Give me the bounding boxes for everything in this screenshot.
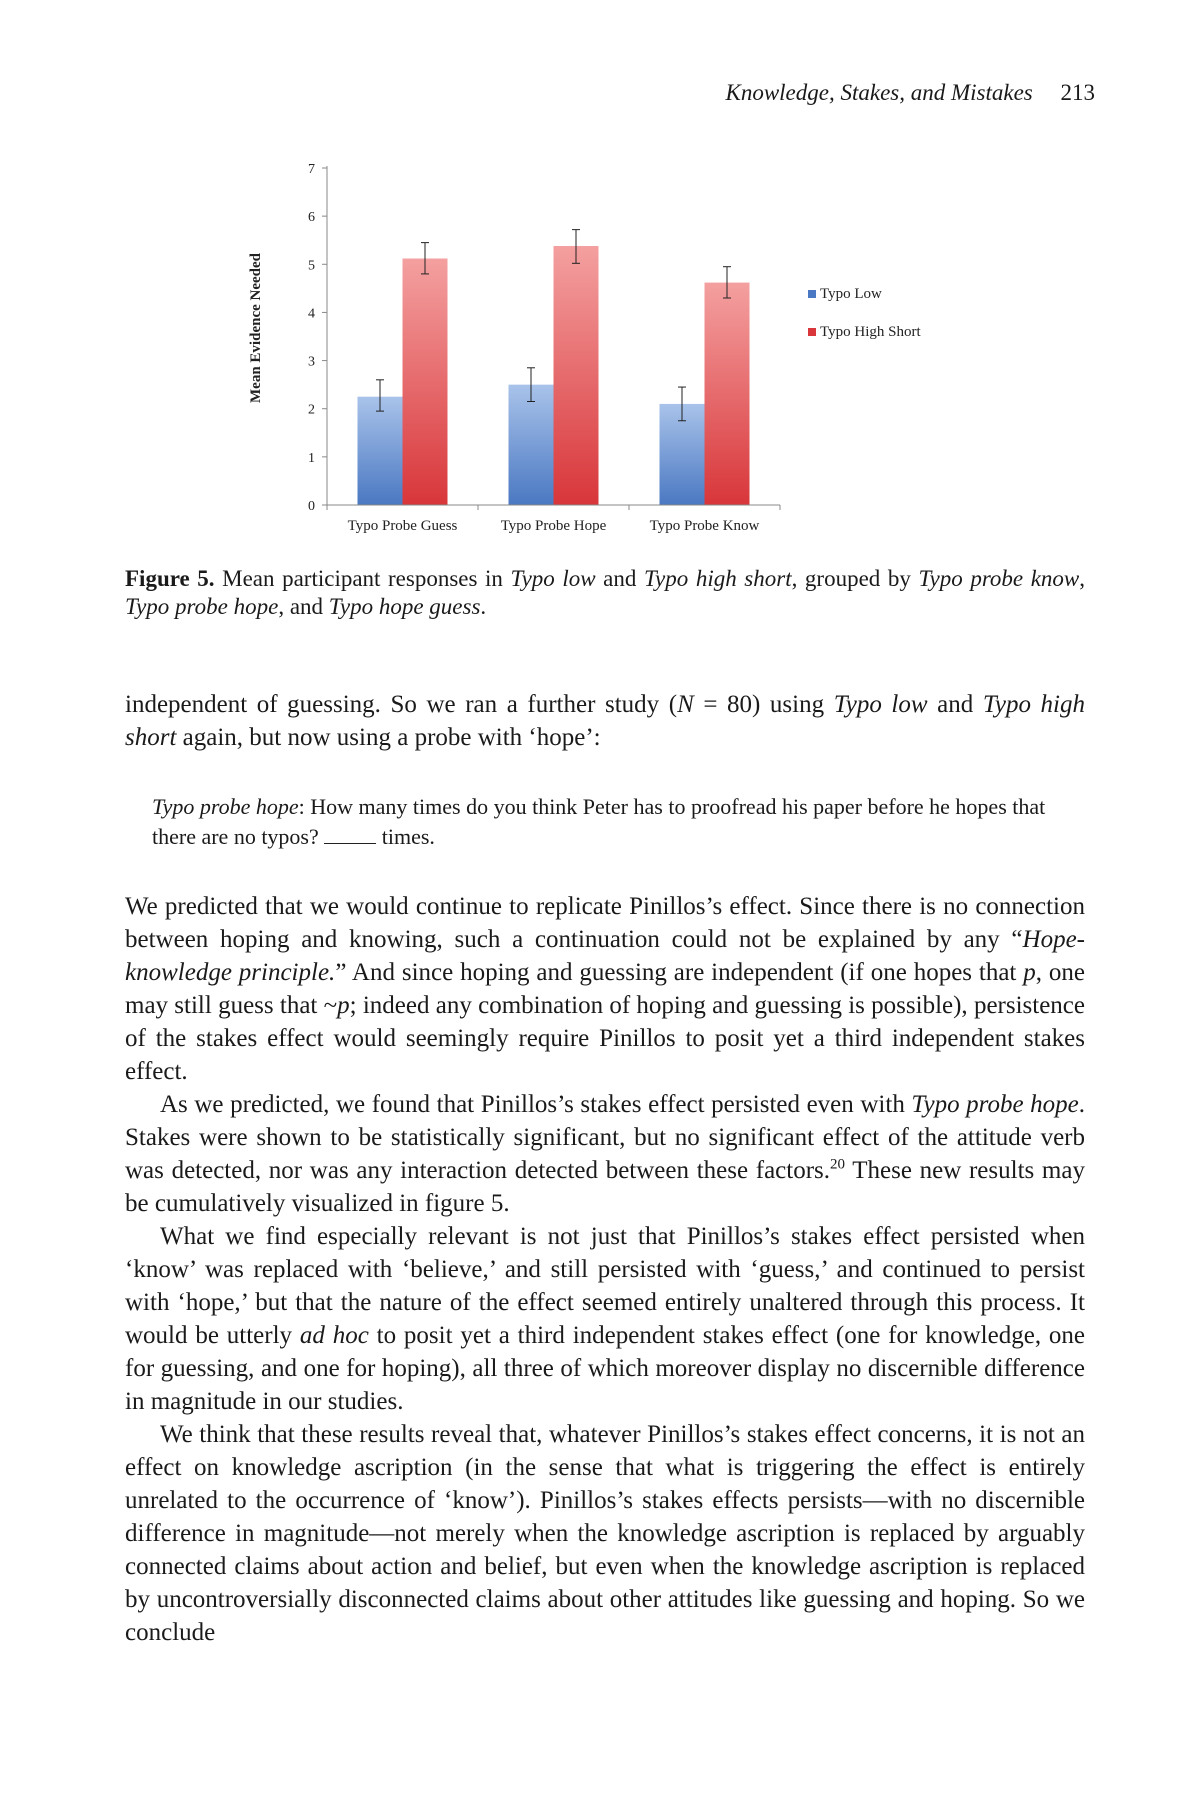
text: again, but now using a probe with ‘hope’: [176,724,601,751]
figure-caption [125,565,1085,621]
y-tick-label: 7 [308,162,315,177]
block-quote-text: : How many times do you think Peter has to proofread his paper before he hopes that there are no typos? [152,794,1046,849]
text-em: Typo probe hope [911,1091,1079,1118]
caption-text: and [595,566,644,591]
text-em: ad hoc [299,1322,369,1349]
text: ; indeed any combination of hoping and guessing is possible), persistence of the stakes effect would seemingly require Pinillos to posit yet a third independent stakes effect. [125,992,1086,1085]
legend-label: Typo High Short [820,324,921,340]
text: What we find especially relevant is not just that Pinillos’s stakes effect persisted when ‘know’ was replaced with ‘believe,’ and still persisted with ‘guess,’ and continued to persist with ‘hope,’ but that the nature of the effect seemed entirely unaltered through this process. It would be utterly [125,1223,1085,1349]
text: , one may still guess that ~ [125,959,1085,1019]
text: These new results may be cumulatively visualized in figure 5. [125,1157,1085,1217]
text: . Stakes were shown to be statistically significant, but no significant effect of the attitude verb was detected, nor was any interaction detected between these factors. [125,1091,1085,1184]
y-tick-label: 5 [308,258,315,274]
caption-text: Mean participant responses in [214,566,511,591]
text: We think that these results reveal that, whatever Pinillos’s stakes effect concerns, it is not an effect on knowledge ascription (in the sense that what is triggering the effect is entirely unrelated to the occurrence of ‘know’). Pinillos’s stakes effects persists—with no discernible difference in magnitude—not merely when the knowledge ascription is replaced by arguably connected claims about action and belief, but even when the knowledge ascription is replaced by uncontroversially disconnected claims about other attitudes like guessing and hoping. So we conclude [125,1421,1085,1646]
block-quote-label: Typo probe hope [152,794,299,819]
caption-em: Typo high short [643,566,792,591]
caption-em: Typo hope guess [328,594,481,619]
block-quote-text: times. [376,824,435,849]
text: ” And since hoping and guessing are independent (if one hopes that [335,959,1024,986]
y-axis-label: Mean Evidence Needed [248,253,264,403]
y-tick-label: 2 [308,402,315,418]
x-tick-label: Typo Probe Know [649,518,760,534]
bar-typo-low [509,385,554,505]
page-number: 213 [1060,80,1095,105]
y-axis [308,162,327,514]
x-tick-label: Typo Probe Guess [347,518,458,534]
caption-text: . [480,594,487,619]
text-em: Typo high short [125,691,1085,751]
running-header [725,80,1095,106]
bars [358,246,750,505]
figure-label: Figure 5. [125,566,215,591]
text-em: p [337,992,350,1019]
legend-label: Typo Low [820,286,882,302]
y-tick-label: 3 [308,354,315,370]
bar-typo-low [358,397,403,505]
text: As we predicted, we found that Pinillos’s stakes effect persisted even with [160,1091,912,1118]
text-em: Typo low [833,691,928,718]
paragraph-5 [125,1418,1085,1649]
paragraph-3 [125,1088,1085,1220]
bar-typo-high-short [554,246,599,505]
y-tick-label: 1 [308,450,315,466]
legend [808,286,921,340]
block-quote [152,792,1072,852]
paragraph-4 [125,1220,1085,1418]
text: = 80) using [693,691,834,718]
x-axis [327,505,780,534]
caption-text: , grouped by [791,566,919,591]
x-tick-label: Typo Probe Hope [500,518,607,534]
y-tick-label: 0 [308,499,315,514]
body-paragraphs [125,890,1085,1649]
caption-em: Typo probe hope [125,594,279,619]
text: to posit yet a third independent stakes effect (one for knowledge, one for guessing, and one for hoping), all three of which moreover display no discernible difference in magnitude in our studies. [125,1322,1085,1415]
text: and [927,691,983,718]
bar-typo-high-short [705,283,750,505]
figure-5-bar-chart [240,150,960,550]
bar-typo-high-short [403,259,448,505]
caption-em: Typo probe know [918,566,1080,591]
footnote-marker[interactable]: 20 [830,1156,846,1173]
y-tick-label: 4 [308,306,315,322]
caption-em: Typo low [510,566,596,591]
legend-swatch [808,328,816,336]
caption-text: , and [278,594,329,619]
legend-swatch [808,290,816,298]
text-em: p [1023,959,1036,986]
text-em: N [677,691,694,718]
caption-text: , [1079,566,1086,591]
running-title: Knowledge, Stakes, and Mistakes [725,80,1033,105]
paragraph-2 [125,890,1085,1088]
text: independent of guessing. So we ran a further study ( [125,691,678,718]
y-tick-label: 6 [308,210,315,226]
answer-blank [324,842,376,844]
text: We predicted that we would continue to replicate Pinillos’s effect. Since there is no connection between hoping and knowing, such a continuation could not be explained by any “ [125,893,1085,953]
paragraph-1 [125,688,1085,754]
text-em: Hope-knowledge principle. [125,926,1085,986]
